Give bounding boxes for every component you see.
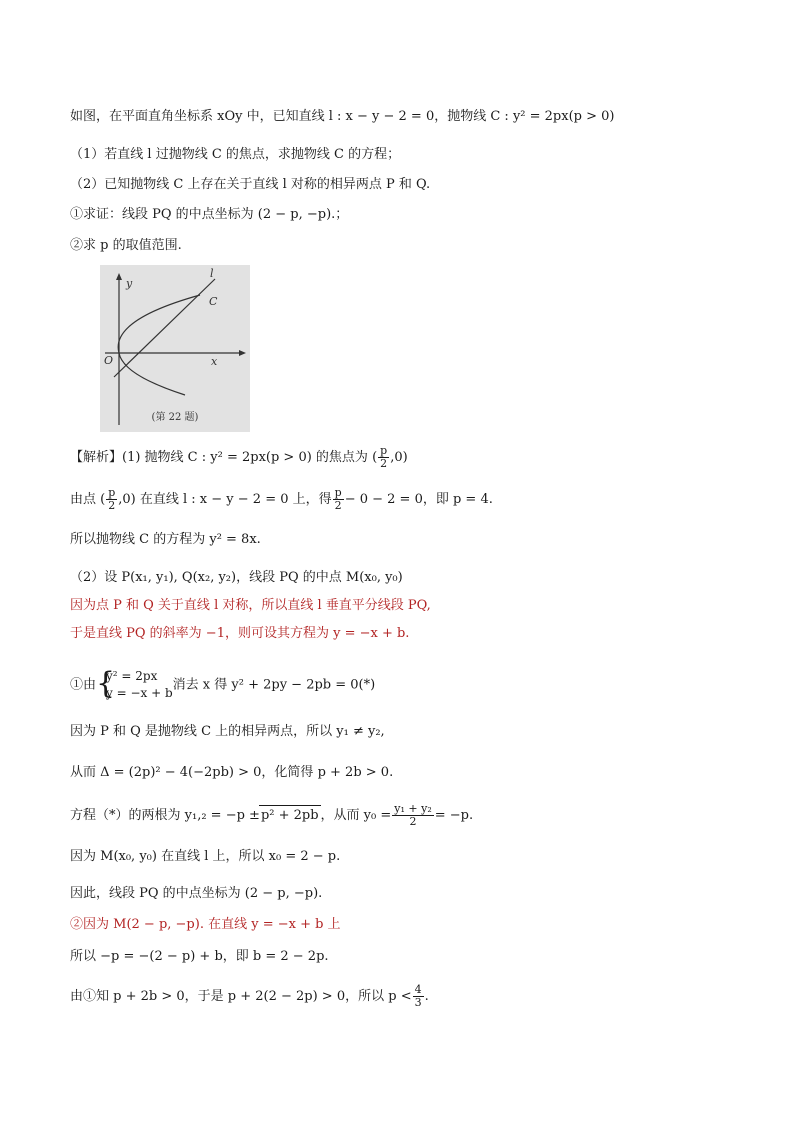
sqrt-expression: p² + 2pb xyxy=(259,805,321,826)
solution-line-4: （2）设 P(x₁, y₁), Q(x₂, y₂)，线段 PQ 的中点 M(x₀, y₀) xyxy=(70,570,403,585)
parabola-curve xyxy=(118,295,200,395)
solution-line-9: 从而 Δ = (2p)² − 4(−2pb) > 0，化简得 p + 2b > 0. xyxy=(70,765,394,780)
line-l-label: l xyxy=(210,267,214,280)
solution-line-13: ②因为 M(2 − p, −p). 在直线 y = −x + b 上 xyxy=(70,917,341,932)
fraction-4-over-3: $\frac{4}{3}$ xyxy=(414,983,422,1009)
solution-line-11: 因为 M(x₀, y₀) 在直线 l 上，所以 x₀ = 2 − p. xyxy=(70,849,341,864)
question-2: （2）已知抛物线 C 上存在关于直线 l 对称的相异两点 P 和 Q. xyxy=(70,177,431,192)
y-axis-arrow xyxy=(116,273,122,280)
solution-line-6: 于是直线 PQ 的斜率为 −1，则可设其方程为 y = −x + b. xyxy=(70,626,410,641)
figure-graph xyxy=(100,265,250,432)
parabola-figure xyxy=(100,265,250,432)
solution-line-7: ①由 { y² = 2px y = −x + b 消去 x 得 y² + 2py − 2pb = 0(*) xyxy=(70,666,376,701)
solution-line-14: 所以 −p = −(2 − p) + b，即 b = 2 − 2p. xyxy=(70,949,329,964)
solution-line-15: 由①知 p + 2b > 0，于是 p + 2(2 − 2p) > 0，所以 p < $\frac{4}{3}$ . xyxy=(70,983,429,1009)
equation-system: { y² = 2px y = −x + b xyxy=(96,666,173,701)
problem-intro: 如图，在平面直角坐标系 xOy 中，已知直线 l : x − y − 2 = 0，抛物线 C : y² = 2px(p > 0) xyxy=(70,109,615,124)
solution-line-12: 因此，线段 PQ 的中点坐标为 (2 − p, −p). xyxy=(70,886,323,901)
fraction-p-over-2-b: $\frac{p}{2}$ xyxy=(334,486,342,512)
line-l xyxy=(114,279,215,377)
fraction-p-over-2-a: $\frac{p}{2}$ xyxy=(108,486,116,512)
solution-line-3: 所以抛物线 C 的方程为 y² = 8x. xyxy=(70,532,261,547)
curve-c-label: C xyxy=(209,295,218,308)
fraction-y-sum-over-2: $\frac{\text{y₁ + y₂}}{2}$ xyxy=(394,802,432,828)
question-1: （1）若直线 l 过抛物线 C 的焦点，求抛物线 C 的方程； xyxy=(70,147,401,162)
x-axis-label: x xyxy=(211,355,218,368)
figure-caption: (第 22 题) xyxy=(151,412,199,423)
question-2-part-1: ①求证：线段 PQ 的中点坐标为 (2 − p, −p).； xyxy=(70,207,349,222)
solution-line-10: 方程（*）的两根为 y₁,₂ = −p ±p² + 2pb ，从而 y₀ = $\frac{\text{y₁ + y₂}}{2}$ = −p. xyxy=(70,802,474,828)
y-axis-label: y xyxy=(126,277,133,290)
solution-line-1: 【解析】(1) 抛物线 C : y² = 2px(p > 0) 的焦点为 ( $\frac{p}{2}$ ,0) xyxy=(70,444,408,470)
fraction-p-over-2: $\frac{p}{2}$ xyxy=(380,444,388,470)
x-axis-arrow xyxy=(239,350,246,356)
solution-line-2: 由点 ( $\frac{p}{2}$ ,0) 在直线 l : x − y − 2 = 0 上，得 $\frac{p}{2}$ − 0 − 2 = 0，即 p = 4. xyxy=(70,486,493,512)
question-2-part-2: ②求 p 的取值范围. xyxy=(70,238,182,253)
solution-line-5: 因为点 P 和 Q 关于直线 l 对称，所以直线 l 垂直平分线段 PQ, xyxy=(70,598,431,613)
solution-line-8: 因为 P 和 Q 是抛物线 C 上的相异两点，所以 y₁ ≠ y₂, xyxy=(70,724,385,739)
origin-label: O xyxy=(104,354,114,367)
